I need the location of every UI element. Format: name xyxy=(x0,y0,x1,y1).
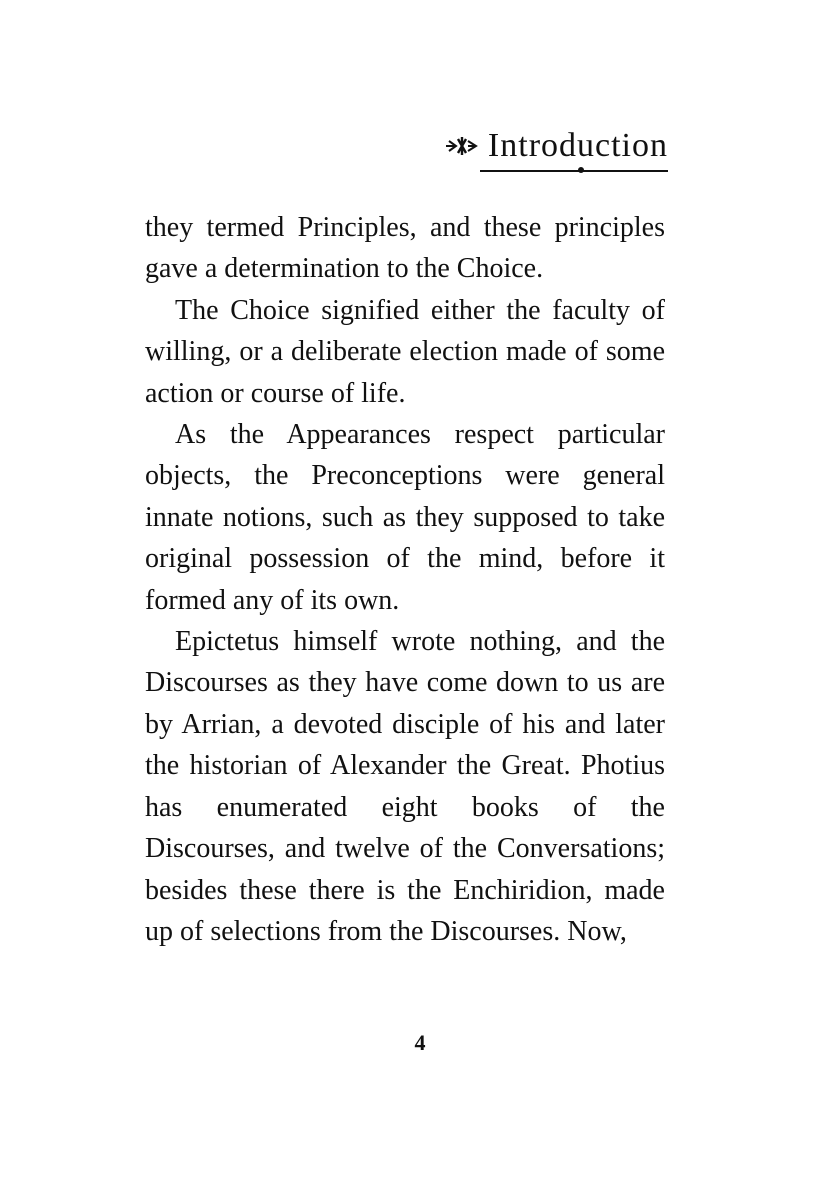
paragraph-continued: they termed Principles, and these principles gave a determination to the Choice. xyxy=(145,212,665,285)
paragraph: As the Appearances respect particular objects, the Preconceptions were general innate notions, such as they supposed to take original possession of the mind, before it formed any of its own. xyxy=(145,419,665,616)
running-header-title: Introduction xyxy=(487,127,668,164)
paragraph: Epictetus himself wrote nothing, and the Discourses as they have come down to us are by Arrian, a devoted disciple of his and later the historian of Alexander the Great. Photius has enumerated eight books of the Discourses, and twelve of the Conversations; besides these there is the Enchiridion, made up of selections from the Discourses. Now, xyxy=(145,626,665,947)
paragraph: The Choice signified either the faculty of willing, or a deliberate election made of some action or course of life. xyxy=(145,294,665,409)
body-text xyxy=(145,207,665,952)
page-number: 4 xyxy=(414,1030,426,1055)
header-rule-dot xyxy=(578,167,584,173)
header-rule xyxy=(480,170,668,172)
fleuron-ornament-icon xyxy=(444,135,478,157)
running-header xyxy=(444,126,668,166)
